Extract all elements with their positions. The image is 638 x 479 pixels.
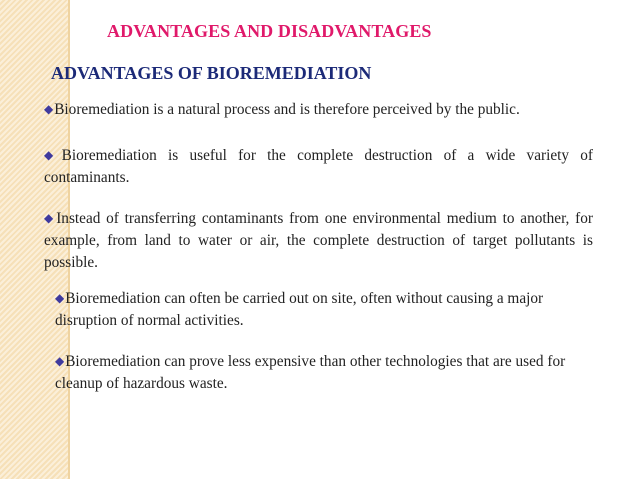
diamond-bullet-icon: ◆ [55,354,65,368]
diamond-bullet-icon: ◆ [44,211,56,225]
bullet-text: Bioremediation can prove less expensive than other technologies that are used for cleanup of hazardous waste. [55,353,566,392]
slide-title: ADVANTAGES AND DISADVANTAGES [107,21,432,41]
bullet-text: Bioremediation can often be carried out on site, often without causing a major disruption of normal activities. [55,290,544,329]
bullet-point [44,99,604,121]
diamond-bullet-icon: ◆ [44,102,54,116]
bullet-point [44,208,593,274]
bullet-point [55,351,585,395]
bullet-point [55,288,585,332]
diamond-bullet-icon: ◆ [55,291,65,305]
bullet-text: Instead of transferring contaminants from one environmental medium to another, for example, from land to water or air, the complete destruction of target pollutants is possible. [44,210,594,271]
diamond-bullet-icon: ◆ [44,148,61,162]
section-heading: ADVANTAGES OF BIOREMEDIATION [51,63,372,83]
bullet-text: Bioremediation is a natural process and is therefore perceived by the public. [54,101,520,118]
bullet-text: Bioremediation is useful for the complete destruction of a wide variety of contaminants. [44,147,593,186]
bullet-point [44,145,593,189]
